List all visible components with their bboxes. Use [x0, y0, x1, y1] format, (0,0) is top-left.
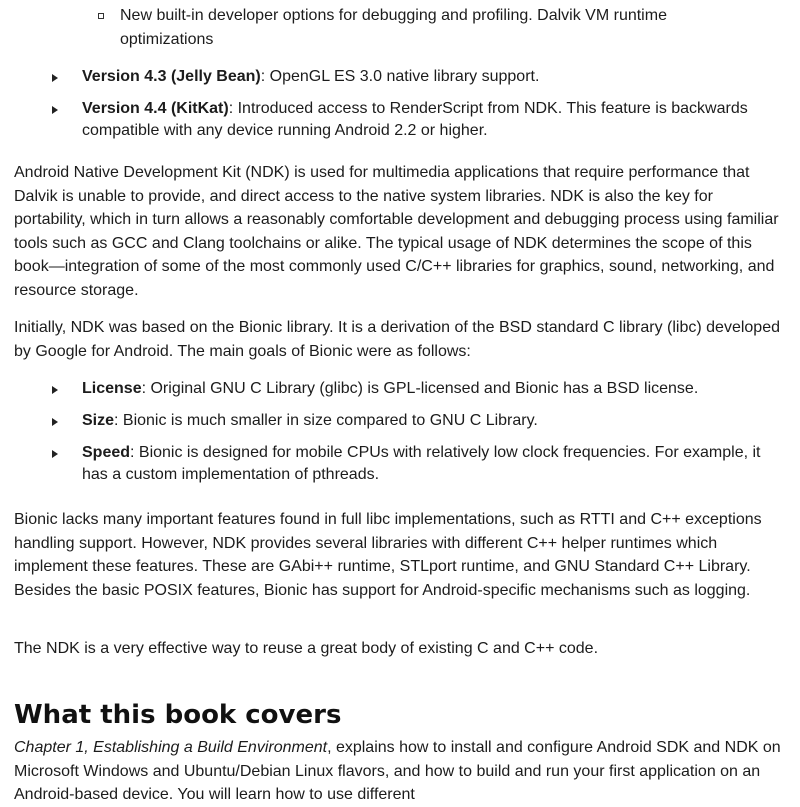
arrow-bullet-icon [52, 386, 58, 394]
paragraph-ndk-intro: Android Native Development Kit (NDK) is used for multimedia applications that require performance that Dalvik is unable to provide, and direct access to the native system libraries. NDK is also the key for portability, which in turn allows a reasonably comfortable development and debugging process using familiar tools such as GCC and Clang toolchains or alike. The typical usage of NDK determines the scope of this book—integration of some of the most commonly used C/C++ libraries for graphics, sound, networking, and resource storage. [14, 164, 779, 299]
paragraph-bionic: Initially, NDK was based on the Bionic library. It is a derivation of the BSD standard C library (libc) developed by Google for Android. The main goals of Bionic were as follows: [14, 319, 780, 360]
square-bullet-icon [98, 13, 104, 19]
sub-list-item [120, 4, 760, 52]
list-item-text: : Introduced access to RenderScript from NDK. This feature is backwards compatible with any device running Android 2.2 or higher. [82, 100, 748, 139]
sub-list-item-text: New built-in developer options for debugging and profiling. Dalvik VM runtime optimizations [120, 7, 667, 48]
chapter-description: , explains how to install and configure Android SDK and NDK on Microsoft Windows and Ubuntu/Debian Linux flavors, and how to build and run your first application on an Android-based device. You will learn how to use different [14, 739, 781, 803]
version-list [50, 66, 770, 152]
list-item-text: : Original GNU C Library (glibc) is GPL-licensed and Bionic has a BSD license. [141, 380, 699, 397]
list-item-term: Speed [82, 444, 131, 461]
section-heading: What this book covers [14, 700, 342, 730]
arrow-bullet-icon [52, 106, 58, 114]
paragraph-reuse: The NDK is a very effective way to reuse a great body of existing C and C++ code. [14, 640, 599, 657]
list-item-term: License [82, 380, 142, 397]
list-item-term: Version 4.4 (KitKat) [82, 100, 229, 117]
list-item [50, 98, 770, 142]
bionic-goals-list [50, 378, 770, 496]
list-item-term: Version 4.3 (Jelly Bean) [82, 68, 261, 85]
list-item [50, 66, 770, 88]
list-item [50, 442, 770, 486]
arrow-bullet-icon [52, 74, 58, 82]
paragraph-bionic-lacks: Bionic lacks many important features found in full libc implementations, such as RTTI and C++ exceptions handling support. However, NDK provides several libraries with different C++ helper runtimes which implement these features. These are GAbi++ runtime, STLport runtime, and GNU Standard C++ Library. Besides the basic POSIX features, Bionic has support for Android-specific mechanisms such as logging. [14, 511, 762, 599]
list-item [50, 410, 770, 432]
list-item [50, 378, 770, 400]
list-item-text: : Bionic is much smaller in size compared to GNU C Library. [114, 412, 538, 429]
chapter-title: Chapter 1, Establishing a Build Environment [14, 739, 328, 756]
arrow-bullet-icon [52, 450, 58, 458]
list-item-term: Size [82, 412, 115, 429]
arrow-bullet-icon [52, 418, 58, 426]
paragraph-chapter-1 [14, 736, 784, 807]
list-item-text: : Bionic is designed for mobile CPUs with relatively low clock frequencies. For example, it has a custom implementation of pthreads. [82, 444, 761, 483]
list-item-text: : OpenGL ES 3.0 native library support. [260, 68, 540, 85]
